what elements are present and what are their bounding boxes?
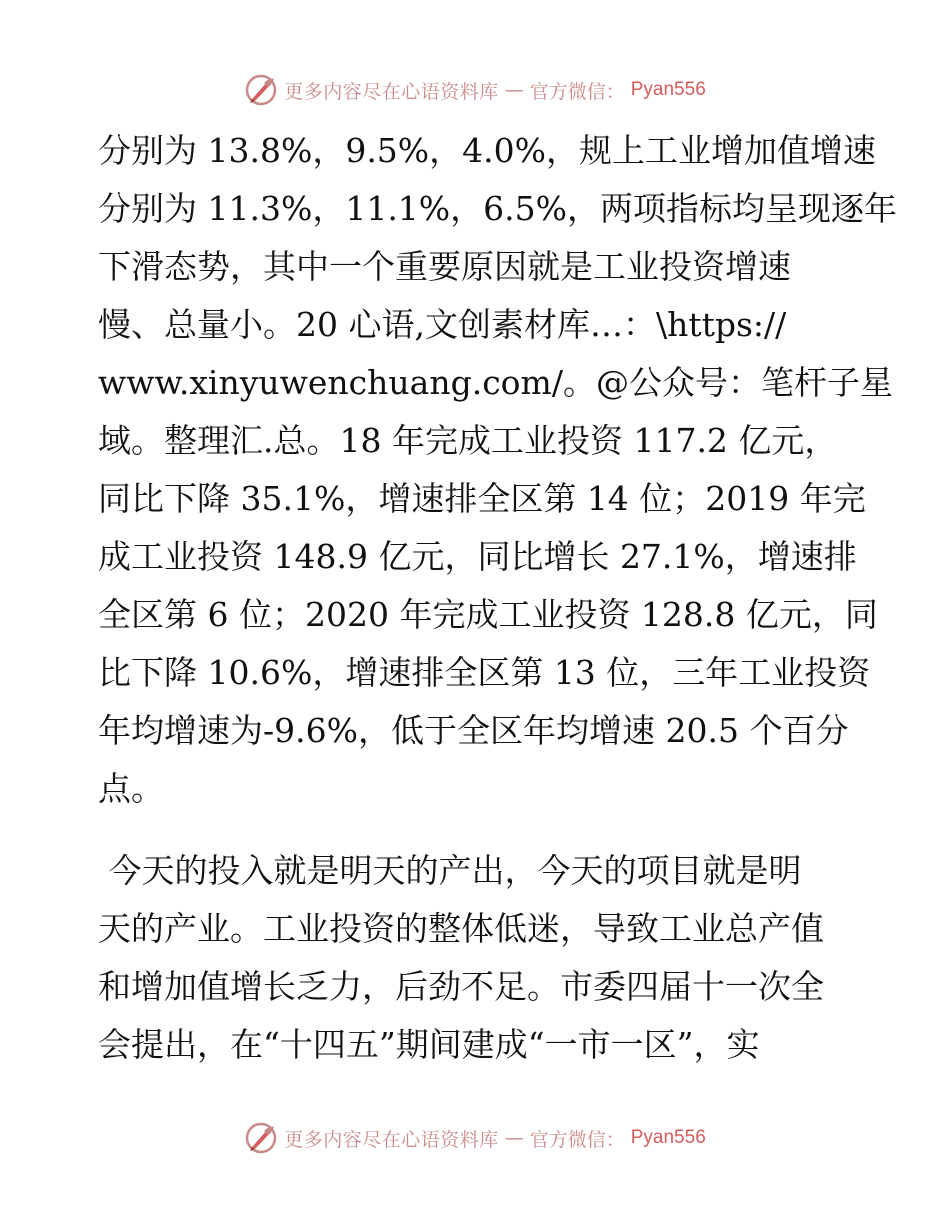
text-line: 今天的投入就是明天的产出，今天的项目就是明 bbox=[98, 851, 802, 890]
library-link-text: 更多内容尽在心语资料库 bbox=[284, 80, 499, 103]
text-line: 慢、总量小。20 心语,文创素材库…：\https:// bbox=[98, 305, 787, 344]
header-banner bbox=[0, 70, 950, 110]
text-line: 分别为 13.8%，9.5%，4.0%，规上工业增加值增速 bbox=[98, 131, 876, 170]
wechat-label: 官方微信： bbox=[529, 1128, 625, 1151]
text-line: 下滑态势，其中一个重要原因就是工业投资增速 bbox=[98, 247, 791, 286]
text-line: 分别为 11.3%，11.1%，6.5%，两项指标均呈现逐年 bbox=[98, 189, 897, 228]
text-line: 域。整理汇.总。18 年完成工业投资 117.2 亿元， bbox=[98, 421, 838, 460]
banner-dash: — bbox=[504, 1127, 524, 1149]
banner-dash: — bbox=[504, 79, 524, 101]
text-line: 年均增速为-9.6%，低于全区年均增速 20.5 个百分 bbox=[98, 711, 849, 750]
quill-pen-icon bbox=[244, 73, 278, 107]
wechat-id: Pyan556 bbox=[630, 79, 706, 100]
wechat-id: Pyan556 bbox=[630, 1127, 706, 1148]
text-line: 和增加值增长乏力，后劲不足。市委四届十一次全 bbox=[98, 967, 824, 1006]
text-line: 比下降 10.6%，增速排全区第 13 位，三年工业投资 bbox=[98, 653, 871, 692]
text-line: 点。 bbox=[98, 769, 164, 808]
document-body bbox=[98, 122, 897, 1074]
text-line: 同比下降 35.1%，增速排全区第 14 位；2019 年完 bbox=[98, 479, 866, 518]
wechat-label: 官方微信： bbox=[529, 80, 625, 103]
text-line: 成工业投资 148.9 亿元，同比增长 27.1%，增速排 bbox=[98, 537, 857, 576]
paragraph-spacer bbox=[98, 818, 858, 842]
library-link-text: 更多内容尽在心语资料库 bbox=[284, 1128, 499, 1151]
paragraph-2 bbox=[98, 842, 858, 1074]
text-line: 全区第 6 位；2020 年完成工业投资 128.8 亿元，同 bbox=[98, 595, 878, 634]
text-line: 会提出，在“十四五”期间建成“一市一区”，实 bbox=[98, 1025, 760, 1064]
text-line: 天的产业。工业投资的整体低迷，导致工业总产值 bbox=[98, 909, 824, 948]
text-line: www.xinyuwenchuang.com/。@公众号：笔杆子星 bbox=[98, 363, 893, 402]
quill-pen-icon bbox=[244, 1121, 278, 1155]
footer-banner bbox=[0, 1118, 950, 1158]
paragraph-1 bbox=[98, 122, 897, 818]
